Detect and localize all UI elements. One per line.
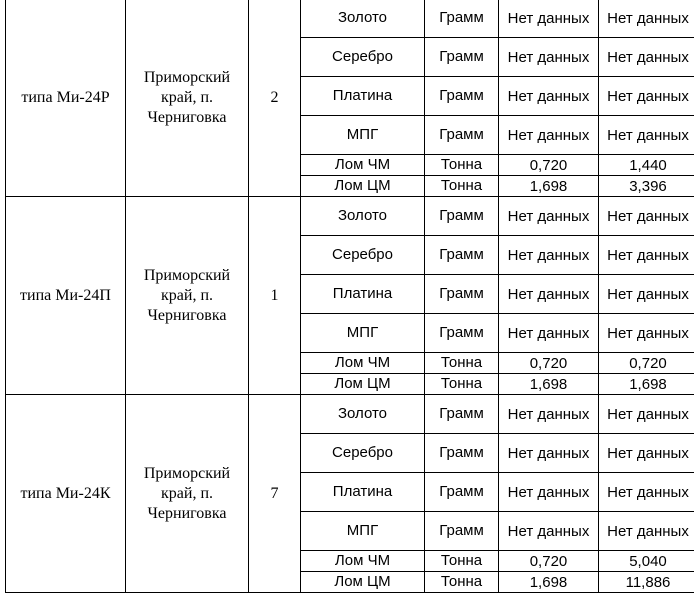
value-per-unit-cell: Нет данных — [499, 395, 599, 434]
value-per-unit-cell: 0,720 — [499, 155, 599, 176]
value-per-unit-cell: Нет данных — [499, 512, 599, 551]
value-total-cell: Нет данных — [599, 473, 694, 512]
value-per-unit-cell: 0,720 — [499, 353, 599, 374]
unit-cell: Грамм — [425, 512, 499, 551]
location-cell: Приморский край, п. Черниговка — [126, 395, 249, 593]
value-per-unit-cell: Нет данных — [499, 197, 599, 236]
materials-table — [5, 0, 694, 593]
table-row — [6, 395, 694, 434]
value-total-cell: Нет данных — [599, 275, 694, 314]
unit-cell: Тонна — [425, 551, 499, 572]
table-row — [6, 197, 694, 236]
unit-cell: Тонна — [425, 155, 499, 176]
material-cell: МПГ — [301, 512, 425, 551]
unit-cell: Грамм — [425, 236, 499, 275]
aircraft-type-cell: типа Ми-24К — [6, 395, 126, 593]
quantity-cell: 7 — [249, 395, 301, 593]
value-total-cell: 1,698 — [599, 374, 694, 395]
value-total-cell: Нет данных — [599, 77, 694, 116]
material-cell: Серебро — [301, 236, 425, 275]
material-cell: Лом ЦМ — [301, 176, 425, 197]
unit-cell: Грамм — [425, 434, 499, 473]
value-total-cell: Нет данных — [599, 395, 694, 434]
unit-cell: Грамм — [425, 395, 499, 434]
material-cell: Серебро — [301, 434, 425, 473]
material-cell: Лом ЦМ — [301, 572, 425, 593]
unit-cell: Тонна — [425, 353, 499, 374]
location-cell: Приморский край, п. Черниговка — [126, 197, 249, 395]
quantity-cell: 2 — [249, 0, 301, 197]
value-total-cell: 1,440 — [599, 155, 694, 176]
value-per-unit-cell: Нет данных — [499, 77, 599, 116]
value-per-unit-cell: 1,698 — [499, 374, 599, 395]
unit-cell: Тонна — [425, 374, 499, 395]
value-total-cell: Нет данных — [599, 236, 694, 275]
value-total-cell: Нет данных — [599, 314, 694, 353]
value-per-unit-cell: Нет данных — [499, 434, 599, 473]
unit-cell: Грамм — [425, 197, 499, 236]
unit-cell: Тонна — [425, 176, 499, 197]
value-per-unit-cell: Нет данных — [499, 116, 599, 155]
value-per-unit-cell: 1,698 — [499, 176, 599, 197]
location-cell: Приморский край, п. Черниговка — [126, 0, 249, 197]
value-per-unit-cell: 0,720 — [499, 551, 599, 572]
material-cell: Платина — [301, 77, 425, 116]
material-cell: Лом ЧМ — [301, 155, 425, 176]
value-total-cell: 3,396 — [599, 176, 694, 197]
material-cell: Серебро — [301, 38, 425, 77]
material-cell: Платина — [301, 275, 425, 314]
material-cell: Лом ЧМ — [301, 551, 425, 572]
value-per-unit-cell: Нет данных — [499, 38, 599, 77]
unit-cell: Тонна — [425, 572, 499, 593]
value-total-cell: Нет данных — [599, 434, 694, 473]
material-cell: МПГ — [301, 314, 425, 353]
value-per-unit-cell: 1,698 — [499, 572, 599, 593]
value-total-cell: 0,720 — [599, 353, 694, 374]
unit-cell: Грамм — [425, 473, 499, 512]
unit-cell: Грамм — [425, 0, 499, 38]
unit-cell: Грамм — [425, 77, 499, 116]
material-cell: Золото — [301, 395, 425, 434]
value-total-cell: Нет данных — [599, 512, 694, 551]
material-cell: МПГ — [301, 116, 425, 155]
material-cell: Золото — [301, 0, 425, 38]
material-cell: Золото — [301, 197, 425, 236]
unit-cell: Грамм — [425, 314, 499, 353]
material-cell: Платина — [301, 473, 425, 512]
value-per-unit-cell: Нет данных — [499, 275, 599, 314]
aircraft-type-cell: типа Ми-24П — [6, 197, 126, 395]
value-total-cell: 11,886 — [599, 572, 694, 593]
material-cell: Лом ЧМ — [301, 353, 425, 374]
value-per-unit-cell: Нет данных — [499, 314, 599, 353]
table-row — [6, 0, 694, 38]
aircraft-type-cell: типа Ми-24Р — [6, 0, 126, 197]
unit-cell: Грамм — [425, 275, 499, 314]
quantity-cell: 1 — [249, 197, 301, 395]
material-cell: Лом ЦМ — [301, 374, 425, 395]
value-per-unit-cell: Нет данных — [499, 236, 599, 275]
value-total-cell: 5,040 — [599, 551, 694, 572]
value-total-cell: Нет данных — [599, 197, 694, 236]
value-total-cell: Нет данных — [599, 0, 694, 38]
value-total-cell: Нет данных — [599, 38, 694, 77]
unit-cell: Грамм — [425, 38, 499, 77]
value-per-unit-cell: Нет данных — [499, 0, 599, 38]
value-per-unit-cell: Нет данных — [499, 473, 599, 512]
value-total-cell: Нет данных — [599, 116, 694, 155]
unit-cell: Грамм — [425, 116, 499, 155]
